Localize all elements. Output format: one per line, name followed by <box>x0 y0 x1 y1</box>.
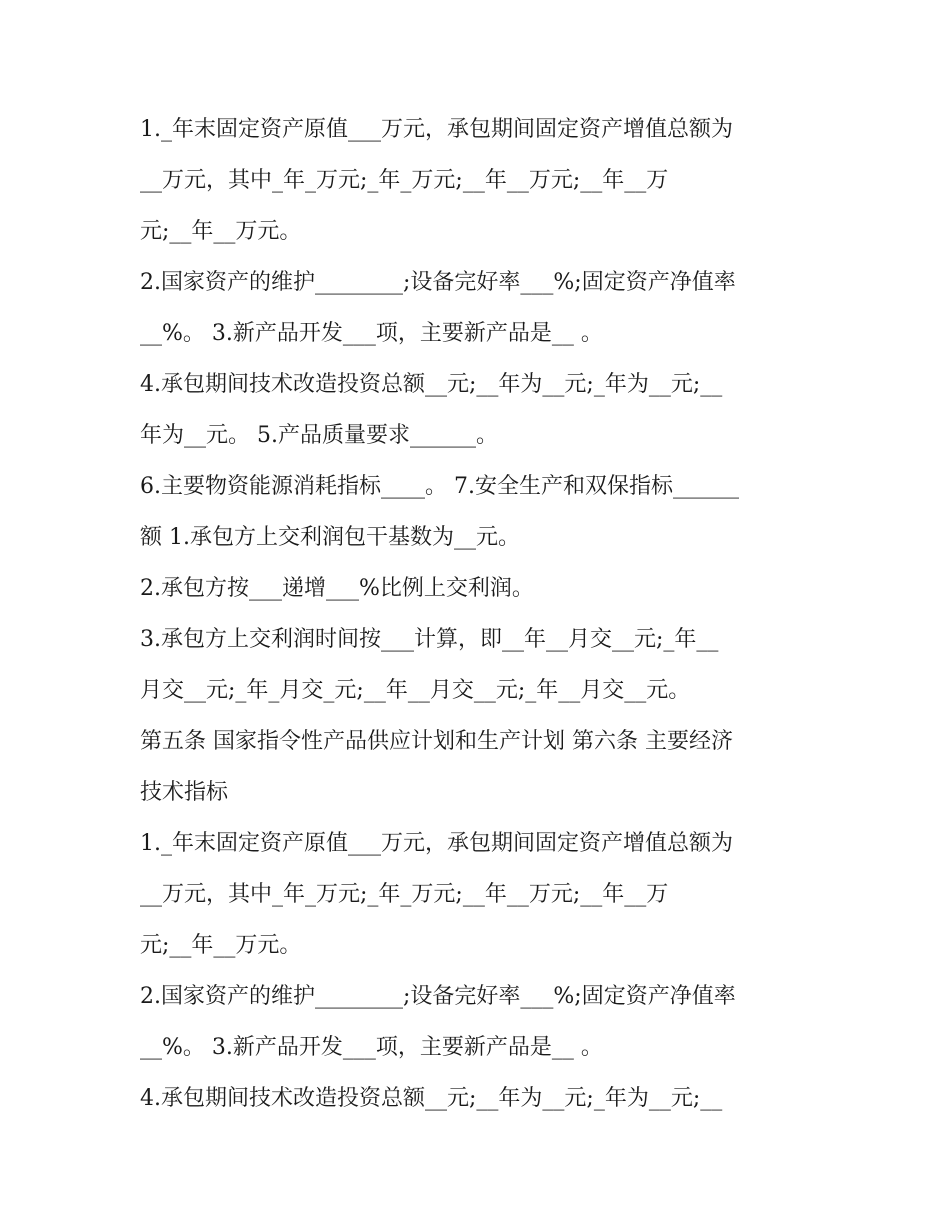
text-line: 年为__元。 5.产品质量要求______。 <box>140 423 498 448</box>
section-heading-line: 第五条 国家指令性产品供应计划和生产计划 第六条 主要经济 <box>140 729 733 754</box>
text-line: 3.承包方上交利润时间按___计算，即__年__月交__元;_年__ <box>140 627 719 652</box>
text-line: __万元，其中_年_万元;_年_万元;__年__万元;__年__万 <box>140 168 669 193</box>
text-line: 额 1.承包方上交利润包干基数为__元。 <box>140 525 520 550</box>
text-line: 月交__元;_年_月交_元;__年__月交__元;_年__月交__元。 <box>140 678 691 703</box>
text-line: __万元，其中_年_万元;_年_万元;__年__万元;__年__万 <box>140 882 669 907</box>
text-line: __%。 3.新产品开发___项，主要新产品是__ 。 <box>140 1035 603 1060</box>
document-body <box>140 104 820 1124</box>
text-line: 1._年末固定资产原值___万元，承包期间固定资产增值总额为 <box>140 831 733 856</box>
text-line: 4.承包期间技术改造投资总额__元;__年为__元;_年为__元;__ <box>140 372 723 397</box>
text-line: 1._年末固定资产原值___万元，承包期间固定资产增值总额为 <box>140 117 733 142</box>
text-line: 元;__年__万元。 <box>140 933 302 958</box>
section-heading-line: 技术指标 <box>140 780 229 805</box>
text-line: 2.国家资产的维护________;设备完好率___%;固定资产净值率 <box>140 984 736 1009</box>
text-line: __%。 3.新产品开发___项，主要新产品是__ 。 <box>140 321 603 346</box>
text-line: 4.承包期间技术改造投资总额__元;__年为__元;_年为__元;__ <box>140 1086 723 1111</box>
text-line: 2.国家资产的维护________;设备完好率___%;固定资产净值率 <box>140 270 736 295</box>
text-line: 元;__年__万元。 <box>140 219 302 244</box>
text-line: 6.主要物资能源消耗指标____。 7.安全生产和双保指标______ <box>140 474 739 499</box>
text-line: 2.承包方按___递增___%比例上交利润。 <box>140 576 534 601</box>
